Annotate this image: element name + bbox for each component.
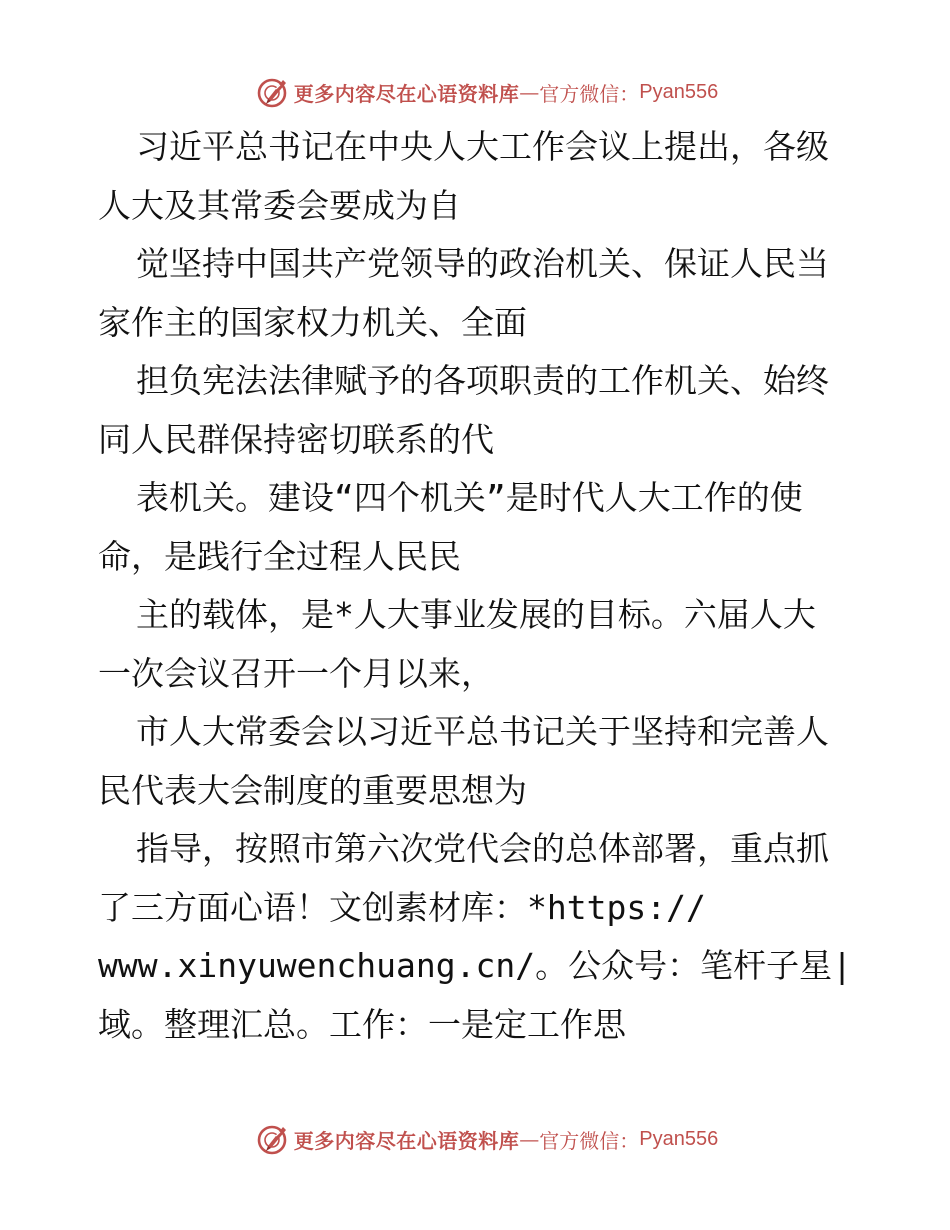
body-line: 表机关。建设“四个机关”是时代人大工作的使: [136, 478, 803, 517]
header-banner: [0, 72, 950, 112]
footer-banner-content: [256, 1122, 718, 1156]
body-line: 同人民群保持密切联系的代: [98, 419, 494, 459]
body-line: 民代表大会制度的重要思想为: [98, 770, 527, 810]
banner-separator: —: [519, 1127, 540, 1151]
body-text: [98, 118, 858, 1054]
quill-pen-logo-icon: [256, 75, 290, 109]
body-line: 觉坚持中国共产党领导的政治机关、保证人民当: [136, 244, 829, 283]
banner-wechat-id: Pyan556: [639, 80, 719, 103]
body-line: 市人大常委会以习近平总书记关于坚持和完善人: [136, 712, 829, 751]
body-line: 指导，按照市第六次党代会的总体部署，重点抓: [136, 829, 829, 868]
banner-wechat-label: 官方微信：: [539, 1128, 640, 1153]
quill-pen-logo-icon: [256, 1122, 290, 1156]
body-line: www.xinyuwenchuang.cn/。公众号：笔杆子星|: [98, 946, 852, 985]
header-banner-content: [256, 75, 718, 109]
footer-banner: [0, 1119, 950, 1159]
body-line: 了三方面心语！文创素材库：*https://: [98, 887, 706, 927]
body-line: 一次会议召开一个月以来，: [98, 653, 494, 693]
body-line: 命，是践行全过程人民民: [98, 536, 461, 576]
banner-main-text: 更多内容尽在心语资料库: [293, 1128, 520, 1153]
body-line: 习近平总书记在中央人大工作会议上提出，各级: [136, 127, 829, 166]
banner-wechat-label: 官方微信：: [539, 81, 640, 106]
body-line: 域。整理汇总。工作：一是定工作思: [98, 1004, 626, 1044]
banner-wechat-id: Pyan556: [639, 1127, 719, 1150]
body-line: 家作主的国家权力机关、全面: [98, 302, 527, 342]
body-line: 担负宪法法律赋予的各项职责的工作机关、始终: [136, 361, 829, 400]
banner-separator: —: [519, 80, 540, 104]
body-line: 主的载体，是*人大事业发展的目标。六届人大: [136, 595, 816, 634]
body-line: 人大及其常委会要成为自: [98, 185, 461, 225]
banner-main-text: 更多内容尽在心语资料库: [293, 81, 520, 106]
